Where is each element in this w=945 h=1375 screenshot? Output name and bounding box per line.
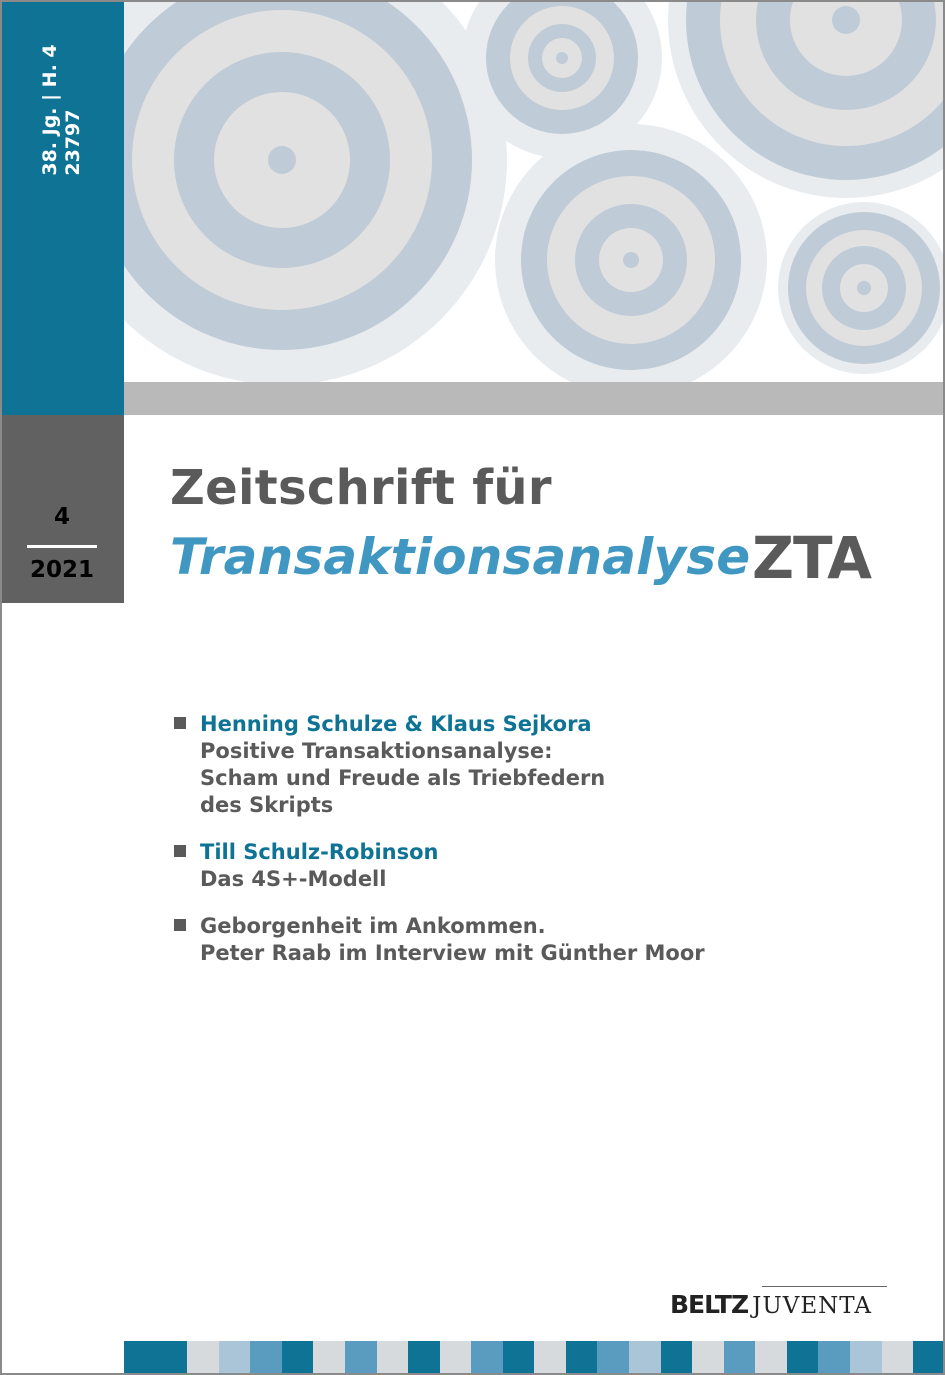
contents-entry bbox=[174, 711, 874, 819]
circles-svg bbox=[124, 0, 945, 382]
stripe-segment bbox=[692, 1341, 724, 1375]
stripe-segment bbox=[566, 1341, 598, 1375]
stripe-segment bbox=[408, 1341, 440, 1375]
stripe-segment bbox=[818, 1341, 850, 1375]
entry-author: Henning Schulze & Klaus Sejkora bbox=[200, 712, 592, 736]
stripe-segment bbox=[882, 1341, 914, 1375]
stripe-segment bbox=[503, 1341, 535, 1375]
publisher-logo bbox=[670, 1290, 872, 1319]
stripe-segment bbox=[440, 1341, 472, 1375]
stripe-segment bbox=[597, 1341, 629, 1375]
volume-band bbox=[0, 0, 124, 415]
volume-line: 38. Jg. | H. 4 bbox=[39, 44, 61, 176]
circle-ring bbox=[623, 252, 639, 268]
stripe-segment bbox=[787, 1341, 819, 1375]
journal-title-line1: Zeitschrift für bbox=[170, 460, 552, 516]
concentric-circles-artwork bbox=[124, 0, 945, 382]
journal-abbreviation: ZTA bbox=[752, 524, 872, 592]
stripe-segment bbox=[219, 1341, 251, 1375]
issue-year: 2021 bbox=[29, 557, 94, 583]
stripe-segment bbox=[156, 1341, 188, 1375]
volume-info bbox=[39, 44, 85, 175]
article-number: 23797 bbox=[62, 109, 84, 176]
stripe-segment bbox=[282, 1341, 314, 1375]
issue-number: 4 bbox=[53, 504, 70, 530]
circle-ring bbox=[556, 52, 568, 64]
entry-title-line: Das 4S+-Modell bbox=[200, 867, 387, 891]
entry-title-line: Scham und Freude als Triebfedern bbox=[200, 766, 606, 790]
entry-title-line: Positive Transaktionsanalyse: bbox=[200, 739, 553, 763]
stripe-segment bbox=[345, 1341, 377, 1375]
concentric-circle-group bbox=[778, 202, 945, 374]
stripe-segment bbox=[471, 1341, 503, 1375]
entry-author: Till Schulz-Robinson bbox=[200, 840, 439, 864]
stripe-segment bbox=[377, 1341, 409, 1375]
circle-ring bbox=[857, 281, 871, 295]
table-of-contents bbox=[174, 711, 874, 987]
bullet-square-icon bbox=[174, 845, 186, 857]
stripe-segment bbox=[661, 1341, 693, 1375]
circle-ring bbox=[268, 146, 296, 174]
stripe-segment bbox=[187, 1341, 219, 1375]
stripe-segment bbox=[313, 1341, 345, 1375]
footer-color-stripe bbox=[124, 1341, 945, 1375]
stripe-segment bbox=[755, 1341, 787, 1375]
stripe-segment bbox=[913, 1341, 945, 1375]
concentric-circle-group bbox=[124, 0, 507, 382]
journal-title-line2: Transaktionsanalyse bbox=[170, 528, 751, 586]
stripe-segment bbox=[724, 1341, 756, 1375]
publisher-name-juventa: JUVENTA bbox=[752, 1293, 872, 1319]
logo-rule bbox=[762, 1286, 887, 1287]
stripe-segment bbox=[850, 1341, 882, 1375]
bullet-square-icon bbox=[174, 919, 186, 931]
header-divider-bar bbox=[124, 382, 945, 415]
concentric-circle-group bbox=[495, 124, 767, 382]
stripe-segment bbox=[250, 1341, 282, 1375]
stripe-segment bbox=[124, 1341, 156, 1375]
contents-entry bbox=[174, 913, 874, 967]
stripe-segment bbox=[534, 1341, 566, 1375]
bullet-square-icon bbox=[174, 717, 186, 729]
entry-title-line: des Skripts bbox=[200, 793, 334, 817]
entry-title-line: Geborgenheit im Ankommen. bbox=[200, 914, 546, 938]
circle-ring bbox=[832, 6, 860, 34]
publisher-name-beltz: BELTZ bbox=[670, 1290, 749, 1319]
issue-divider bbox=[27, 545, 97, 548]
contents-entry bbox=[174, 839, 874, 893]
stripe-segment bbox=[629, 1341, 661, 1375]
entry-title-line: Peter Raab im Interview mit Günther Moor bbox=[200, 941, 705, 965]
